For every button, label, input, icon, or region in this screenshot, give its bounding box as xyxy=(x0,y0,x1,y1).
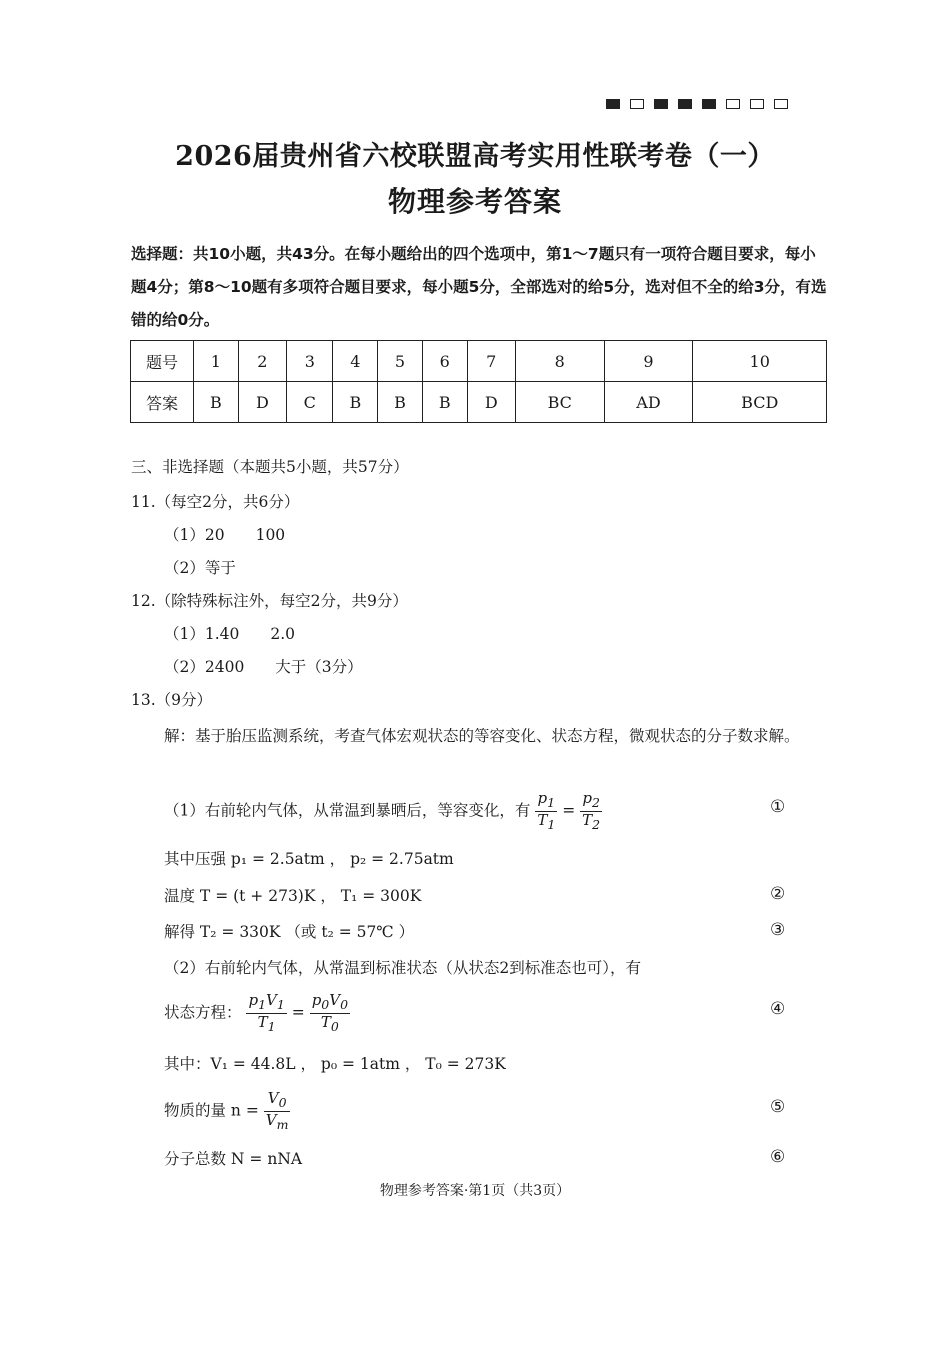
question-number: 8 xyxy=(515,341,604,382)
q11-answer-2: （2）等于 xyxy=(164,559,236,577)
question-number: 1 xyxy=(194,341,239,382)
q13-moles xyxy=(164,1090,290,1133)
question-number: 9 xyxy=(604,341,693,382)
mark-1: ① xyxy=(770,797,786,817)
q13-part1-text: （1）右前轮内气体，从常温到暴晒后，等容变化，有 xyxy=(164,801,531,820)
mark-2: ② xyxy=(770,884,786,904)
section3-heading: 三、非选择题（本题共5小题，共57分） xyxy=(131,458,409,476)
answer-cell: C xyxy=(287,382,333,423)
question-number: 3 xyxy=(287,341,333,382)
fraction-p1-t1: $\frac{p_1}{T_1}$ xyxy=(537,789,556,832)
question-number: 5 xyxy=(378,341,423,382)
answer-table xyxy=(130,340,827,423)
table-row xyxy=(131,382,827,423)
answer-cell: BCD xyxy=(693,382,827,423)
q13-heading: 13.（9分） xyxy=(131,691,213,709)
answer-cell: B xyxy=(333,382,378,423)
answer-cell: D xyxy=(467,382,515,423)
q13-temperature: 温度 T = (t + 273)K ， T₁ = 300K xyxy=(164,887,422,905)
q13-solution-intro: 解：基于胎压监测系统，考查气体宏观状态的等容变化、状态方程，微观状态的分子数求解。 xyxy=(164,727,800,745)
page-footer: 物理参考答案·第1页（共3页） xyxy=(379,1183,571,1199)
q13-part2-text: （2）右前轮内气体，从常温到标准状态（从状态2到标准态也可），有 xyxy=(164,959,641,977)
answer-cell: B xyxy=(378,382,423,423)
q13-part1-line xyxy=(164,790,602,833)
fraction-p2-t2: $\frac{p_2}{T_2}$ xyxy=(582,789,601,832)
question-number: 7 xyxy=(467,341,515,382)
equals-sign: = xyxy=(291,1003,305,1022)
q13-molecules: 分子总数 N = nNA xyxy=(164,1150,303,1168)
fraction-p0v0-t0: $\frac{p_0V_0}{T_0}$ xyxy=(311,991,349,1034)
mark-4: ④ xyxy=(770,999,786,1019)
table-row-label: 答案 xyxy=(131,382,194,423)
moles-label: 物质的量 n = xyxy=(164,1101,259,1120)
q13-pressures: 其中压强 p₁ = 2.5atm ， p₂ = 2.75atm xyxy=(164,850,454,868)
question-number: 10 xyxy=(693,341,827,382)
title-line2: 物理参考答案 xyxy=(387,185,562,218)
equals-sign: = xyxy=(562,801,576,820)
q13-where: 其中：V₁ = 44.8L ， p₀ = 1atm ， T₀ = 273K xyxy=(164,1055,506,1073)
question-number: 6 xyxy=(422,341,467,382)
fraction-v0-vm: $\frac{V_0}{V_m}$ xyxy=(265,1089,289,1132)
title-line1: 2026届贵州省六校联盟高考实用性联考卷（一） xyxy=(175,141,775,172)
mark-5: ⑤ xyxy=(770,1097,786,1117)
mark-6: ⑥ xyxy=(770,1147,786,1167)
q13-state-equation xyxy=(164,992,350,1035)
table-row-label: 题号 xyxy=(131,341,194,382)
mark-3: ③ xyxy=(770,920,786,940)
state-equation-label: 状态方程： xyxy=(164,1003,242,1022)
answer-cell: B xyxy=(194,382,239,423)
q11-answer-1: （1）20 100 xyxy=(164,526,286,544)
q12-answer-1: （1）1.40 2.0 xyxy=(164,625,296,643)
answer-cell: AD xyxy=(604,382,693,423)
q11-heading: 11.（每空2分，共6分） xyxy=(131,493,300,511)
q12-heading: 12.（除特殊标注外，每空2分，共9分） xyxy=(131,592,408,610)
fraction-p1v1-t1: $\frac{p_1V_1}{T_1}$ xyxy=(248,991,285,1034)
answer-cell: D xyxy=(238,382,286,423)
exam-code-marks xyxy=(606,99,788,109)
q12-answer-2: （2）2400 大于（3分） xyxy=(164,658,363,676)
answer-cell: B xyxy=(422,382,467,423)
table-row xyxy=(131,341,827,382)
question-number: 2 xyxy=(238,341,286,382)
answer-cell: BC xyxy=(515,382,604,423)
intro-paragraph: 选择题：共10小题，共43分。在每小题给出的四个选项中，第1～7题只有一项符合题目要求，每小题4分；第8～10题有多项符合题目要求，每小题5分，全部选对的给5分，选对但不全的给3分，有选错的给0分。 xyxy=(131,245,827,329)
question-number: 4 xyxy=(333,341,378,382)
q13-solve-t2: 解得 T₂ = 330K （或 t₂ = 57℃ ） xyxy=(164,923,415,941)
